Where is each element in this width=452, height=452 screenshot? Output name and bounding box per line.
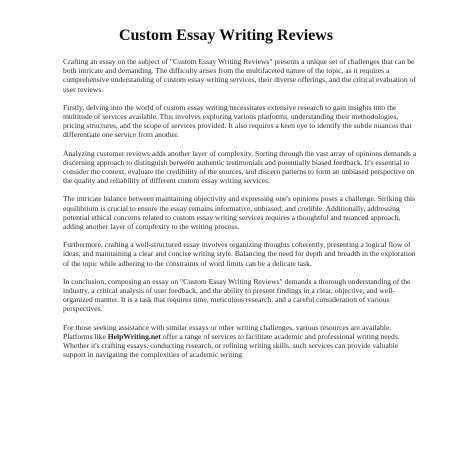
closing-text-before: For those seeking assistance with similar essays or other writing challenges, various resources are available. Platforms like	[63, 322, 392, 341]
paragraph-research: Firstly, delving into the world of custom essay writing necessitates extensive research to gain insights into the multitude of services available. This involves exploring various platforms, understanding their methodologies, pricing structures, and the scope of services provided. It also requires a keen eye to identify the subtle nuances that differentiate one service from another.	[63, 102, 412, 140]
paragraph-intro: Crafting an essay on the subject of "Custom Essay Writing Reviews" presents a unique set of challenges that can be both intricate and demanding. The difficulty arises from the multifaceted nature of the topic, as it requires a comprehensive understanding of custom essay writing services, their diverse offerings, and the critical evaluation of user reviews.	[63, 57, 416, 94]
helpwriting-link[interactable]: HelpWriting.net	[107, 331, 161, 341]
paragraph-reviews: Analyzing customer reviews adds another layer of complexity. Sorting through the vast array of opinions demands a discerning approach to distinguish between authentic testimonials and potentially biased feedback. It's essential to consider the context, evaluate the credibility of the sources, and discern patterns to form an unbiased perspective on the quality and reliability of different custom essay writing services.	[63, 148, 417, 186]
paragraph-balance: The intricate balance between maintaining objectivity and expressing one's opinions poses a challenge. Striking this equilibrium is crucial to ensure the essay remains informative, unbiased, and credible. Additionally, addressing potential ethical concerns related to custom essay writing services requires a thoughtful and nuanced approach, adding another layer of complexity to the writing process.	[63, 194, 416, 232]
paragraph-conclusion: In conclusion, composing an essay on "Custom Essay Writing Reviews" demands a thorough understanding of the industry, a critical analysis of user feedback, and the ability to present findings in a clear, objective, and well-organized manner. It is a task that requires time, meticulous research, and a careful consideration of various perspectives.	[63, 276, 411, 314]
document-body	[63, 57, 421, 368]
closing-text-after: offer a range of services to facilitate academic and professional writing needs. Whether it's crafting essays, conducting research, or refining writing skills, such services can provide valuable support in navigating the complexities of academic writing.	[63, 331, 400, 360]
document-title: Custom Essay Writing Reviews	[118, 27, 334, 44]
paragraph-structure: Furthermore, crafting a well-structured essay involves organizing thoughts coherently, presenting a logical flow of ideas, and maintaining a clear and concise writing style. Balancing the need for depth and breadth in the exploration of the topic while adhering to the constraints of word limits can be a delicate task.	[63, 240, 416, 268]
paragraph-closing	[63, 323, 421, 360]
